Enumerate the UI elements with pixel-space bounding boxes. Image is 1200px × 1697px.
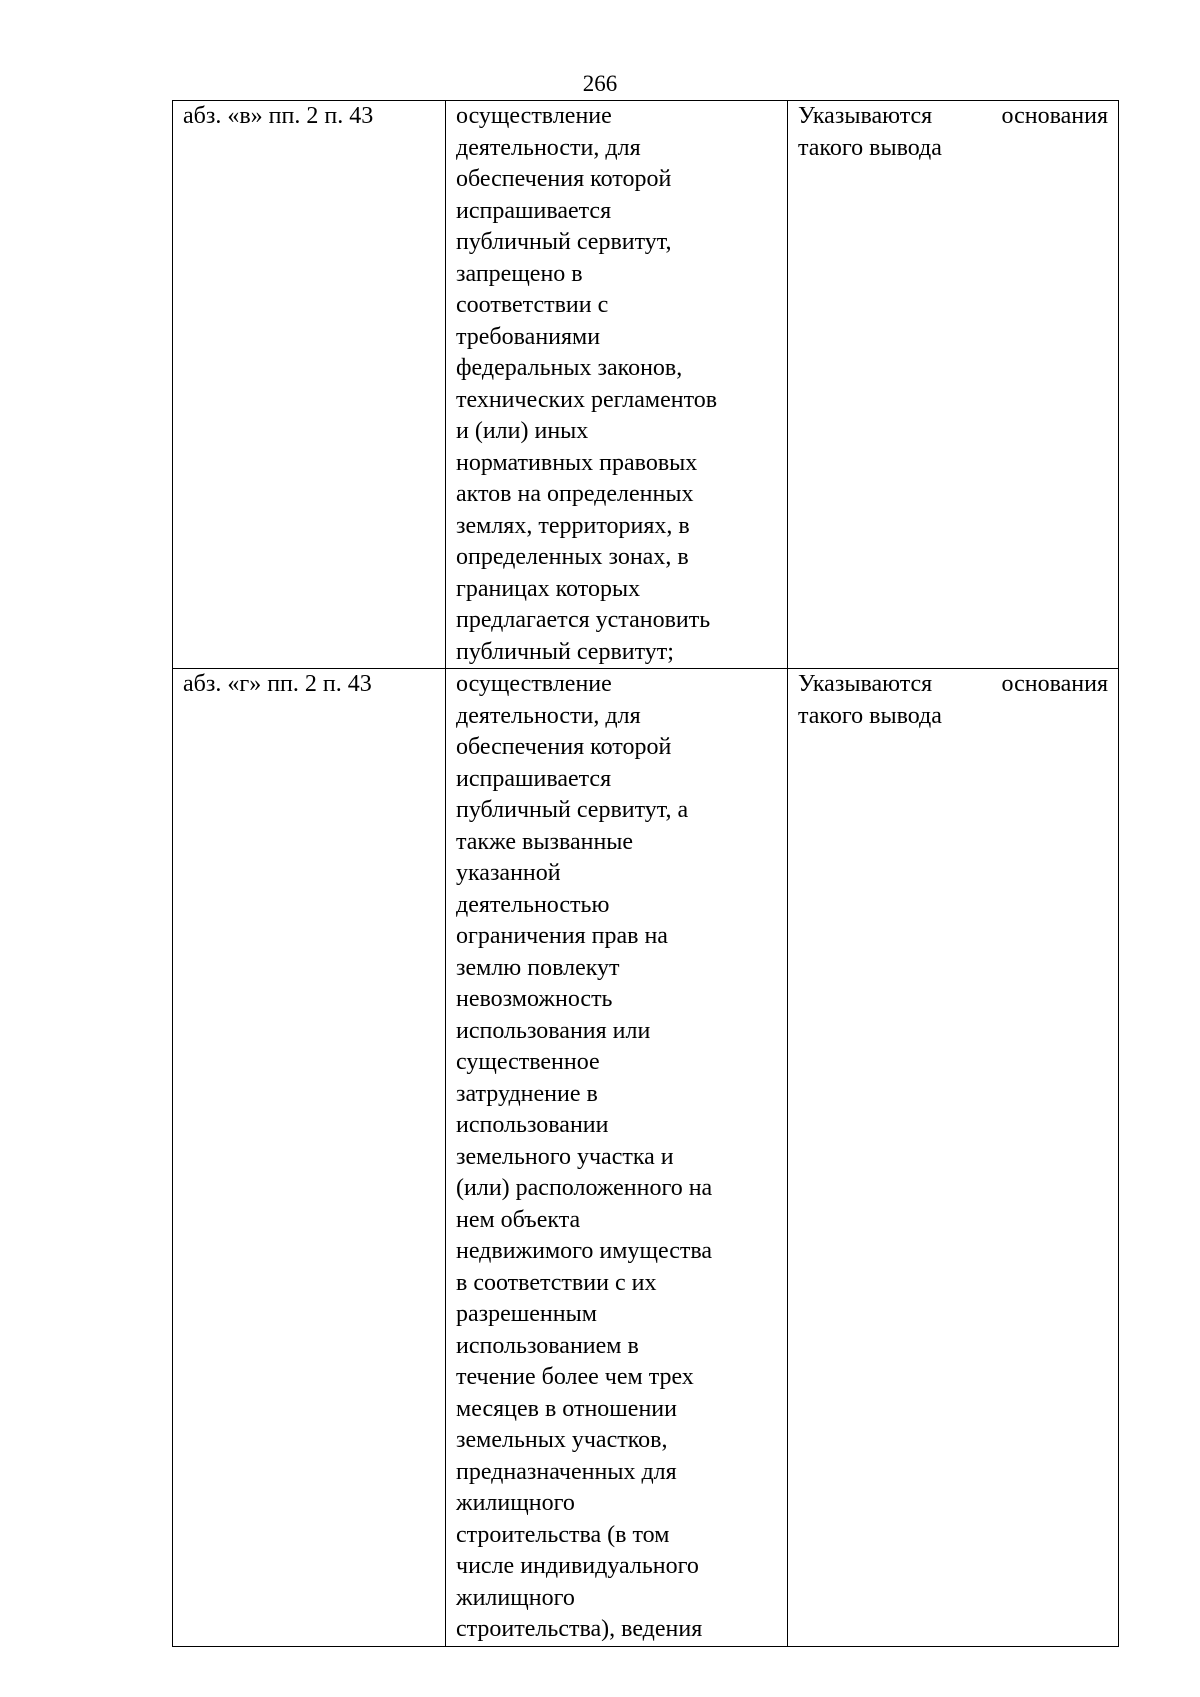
- reference-cell: абз. «в» пп. 2 п. 43: [173, 101, 446, 669]
- note-cell: Указываются основания такого вывода: [788, 101, 1119, 669]
- reference-cell: абз. «г» пп. 2 п. 43: [173, 669, 446, 1647]
- table-row: [173, 101, 1119, 669]
- page-number: 266: [582, 71, 618, 96]
- condition-cell: осуществление деятельности, для обеспечения которой испрашивается публичный сервитут, а также вызванные указанной деятельностью ограничения прав на землю повлекут невозможность использования или существенное затруднение в использовании земельного участка и (или) расположенного на нем объекта недвижимого имущества в соответствии с их разрешенным использованием в течение более чем трех месяцев в отношении земельных участков, предназначенных для жилищного строительства (в том числе индивидуального жилищного строительства), ведения: [446, 669, 788, 1647]
- condition-cell: осуществление деятельности, для обеспечения которой испрашивается публичный сервитут, запрещено в соответствии с требованиями федеральных законов, технических регламентов и (или) иных нормативных правовых актов на определенных землях, территориях, в определенных зонах, в границах которых предлагается установить публичный сервитут;: [446, 101, 788, 669]
- document-table: [172, 100, 1119, 1647]
- table-row: [173, 669, 1119, 1647]
- note-cell: Указываются основания такого вывода: [788, 669, 1119, 1647]
